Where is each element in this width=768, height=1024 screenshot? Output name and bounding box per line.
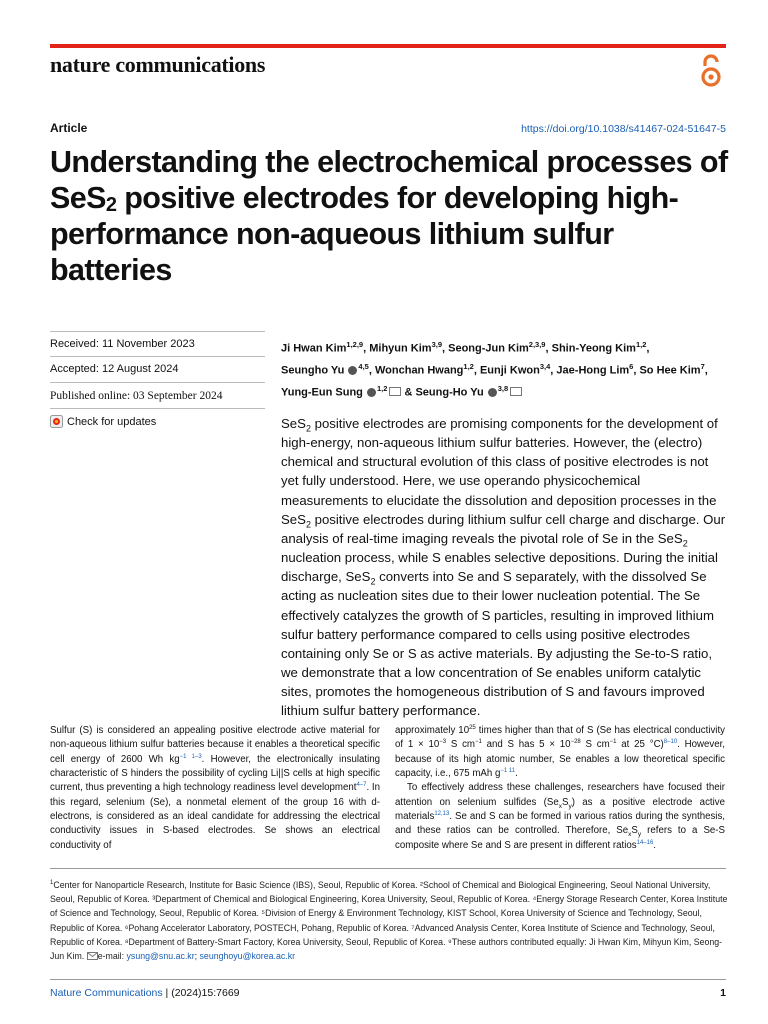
body-column-right bbox=[395, 724, 725, 853]
check-updates-icon bbox=[50, 415, 63, 428]
author-list: Ji Hwan Kim$^{1,2,9}$, Mihyun Kim$^{3,9}$, Seong-Jun Kim$^{2,3,9}$, Shin-Yeong Kim$^{1,2}$, Seungho Yu $^{4,5}$, Wonchan Hwang$^{1,2}$, Eunji Kwon$^{3,4}$, Jae-Hong Lim$^6$, So Hee Kim$^7$, Yung-Eun Sung $^{1,2}$ & Seung-Ho Yu $^{3,8}$ bbox=[281, 340, 708, 399]
meta-divider bbox=[50, 408, 265, 409]
orcid-icon[interactable] bbox=[348, 366, 357, 375]
meta-divider bbox=[50, 382, 265, 383]
affiliations-footnote: $^1$Center for Nanoparticle Research, Institute for Basic Science (IBS), Seoul, Republic of Korea. ²School of Chemical and Biological Engineering, Seoul National University, Seoul, Republic of Korea. ³Department of Chemical and Biological Engineering, Korea University, Seoul, Republic of Korea. ⁴Energy Storage Research Center, Korea Institute of Science and Technology, Seoul, Republic of Korea. ⁵Division of Energy & Environment Technology, KIST School, Korea University of Science and Technology, Seoul, Republic of Korea. ⁶Pohang Accelerator Laboratory, POSTECH, Pohang, Republic of Korea. ⁷Advanced Analysis Center, Korea Institute of Science and Technology, Seoul, Republic of Korea. ⁸Department of Battery-Smart Factory, Korea University, Seoul, Republic of Korea. ⁹These authors contributed equally: Ji Hwan Kim, Mihyun Kim, Seong-Jun Kim. e-mail: ysung@snu.ac.kr; seunghoyu@korea.ac.kr bbox=[50, 880, 728, 962]
orcid-icon[interactable] bbox=[488, 388, 497, 397]
envelope-icon bbox=[87, 952, 98, 960]
footer-divider bbox=[50, 979, 726, 980]
abstract: SeS$_2$ positive electrodes are promising components for the development of high-energy, non-aqueous lithium sulfur batteries. However, the (electro) chemical and structural evolution of this class of positive electrodes is not yet fully understood. Here, we use operando physicochemical measurements to elucidate the dissolution and deposition processes in the SeS$_2$ positive electrodes during lithium sulfur cell charge and discharge. Our analysis of real-time imaging reveals the pivotal role of Se in the SeS$_2$ nucleation process, while S enables selective depositions. During the initial discharge, SeS$_2$ converts into Se and S separately, with the dissolved Se acting as nucleation sites due to their lower nucleation potential. The Se effectively catalyzes the growth of S particles, resulting in improved lithium sulfur battery performance compared to cells using positive electrodes containing only Se or S as active materials. By adjusting the Se-to-S ratio, we demonstrate that a low concentration of Se enables uniform catalytic sites, promotes the homogeneous distribution of S and favours improved lithium sulfur battery performance. bbox=[281, 416, 726, 719]
email-link[interactable]: ysung@snu.ac.kr bbox=[126, 951, 195, 962]
body-paragraph: Sulfur (S) is considered an appealing positive electrode active material for non-aqueous lithium sulfur batteries because it enables a theoretical specific cell energy of 2600 Wh $kg^{-1 1-3}$. However, the electronically insulating characteristic of S hinders the possibility of cycling Li||S cells at high specific current, thus preventing a high technology readiness level development$^{4-7}$. In this regard, selenium (Se), a nonmetal element of the group 16 with d-electrons, is considered as an ideal candidate for addressing the electrical conductivity issues in S-based electrodes. Se shows an electrical conductivity of bbox=[50, 725, 381, 851]
meta-divider bbox=[50, 331, 265, 332]
body-column-left bbox=[50, 724, 380, 853]
journal-name[interactable]: nature communications bbox=[50, 52, 266, 77]
meta-divider bbox=[50, 356, 265, 357]
open-access-icon bbox=[698, 54, 724, 88]
article-title: Understanding the electrochemical processes of SeS$_2$ positive electrodes for developing high-performance non-aqueous lithium sulfur batteries bbox=[50, 145, 728, 287]
body-paragraph: To effectively address these challenges, researchers have focused their attention on selenium sulfides $(Se_xS_y)$ as a positive electrode active materials$^{12,13}$. Se and S can be formed in various ratios during the synthesis, and these ratios can be controlled. Therefore, $Se_xS_y$ refers to a Se-S composite where Se and S are present in different ratios$^{14-16}$. bbox=[395, 782, 725, 851]
envelope-icon[interactable] bbox=[389, 387, 401, 396]
footer-citation: Nature Communications | (2024)15:7669 bbox=[50, 987, 240, 999]
article-type-label: Article bbox=[50, 121, 88, 135]
email-link[interactable]: seunghoyu@korea.ac.kr bbox=[199, 951, 296, 962]
footer-journal-link[interactable]: Nature Communications bbox=[50, 987, 163, 999]
received-date: Received: 11 November 2023 bbox=[50, 338, 195, 350]
published-date: Published online: 03 September 2024 bbox=[50, 390, 223, 402]
check-updates-link[interactable] bbox=[50, 415, 156, 428]
envelope-icon[interactable] bbox=[510, 387, 522, 396]
footnote-divider bbox=[50, 868, 726, 869]
check-updates-label: Check for updates bbox=[67, 415, 157, 428]
doi-link[interactable]: https://doi.org/10.1038/s41467-024-51647-5 bbox=[521, 123, 726, 135]
page-number: 1 bbox=[720, 987, 726, 999]
orcid-icon[interactable] bbox=[367, 388, 376, 397]
body-paragraph: approximately $10^{25}$ times higher than that of S (Se has electrical conductivity of $1 \times 10^{-3}$ S $cm^{-1}$ and S has $5 \times 10^{-28}$ S $cm^{-1}$ at 25 °C)$^{8-10}$. However, because of its high atomic number, Se enables a low theoretical specific capacity, i.e., 675 mAh $g^{-1 11}$. bbox=[395, 724, 726, 780]
accepted-date: Accepted: 12 August 2024 bbox=[50, 363, 179, 375]
top-red-rule bbox=[50, 44, 726, 48]
